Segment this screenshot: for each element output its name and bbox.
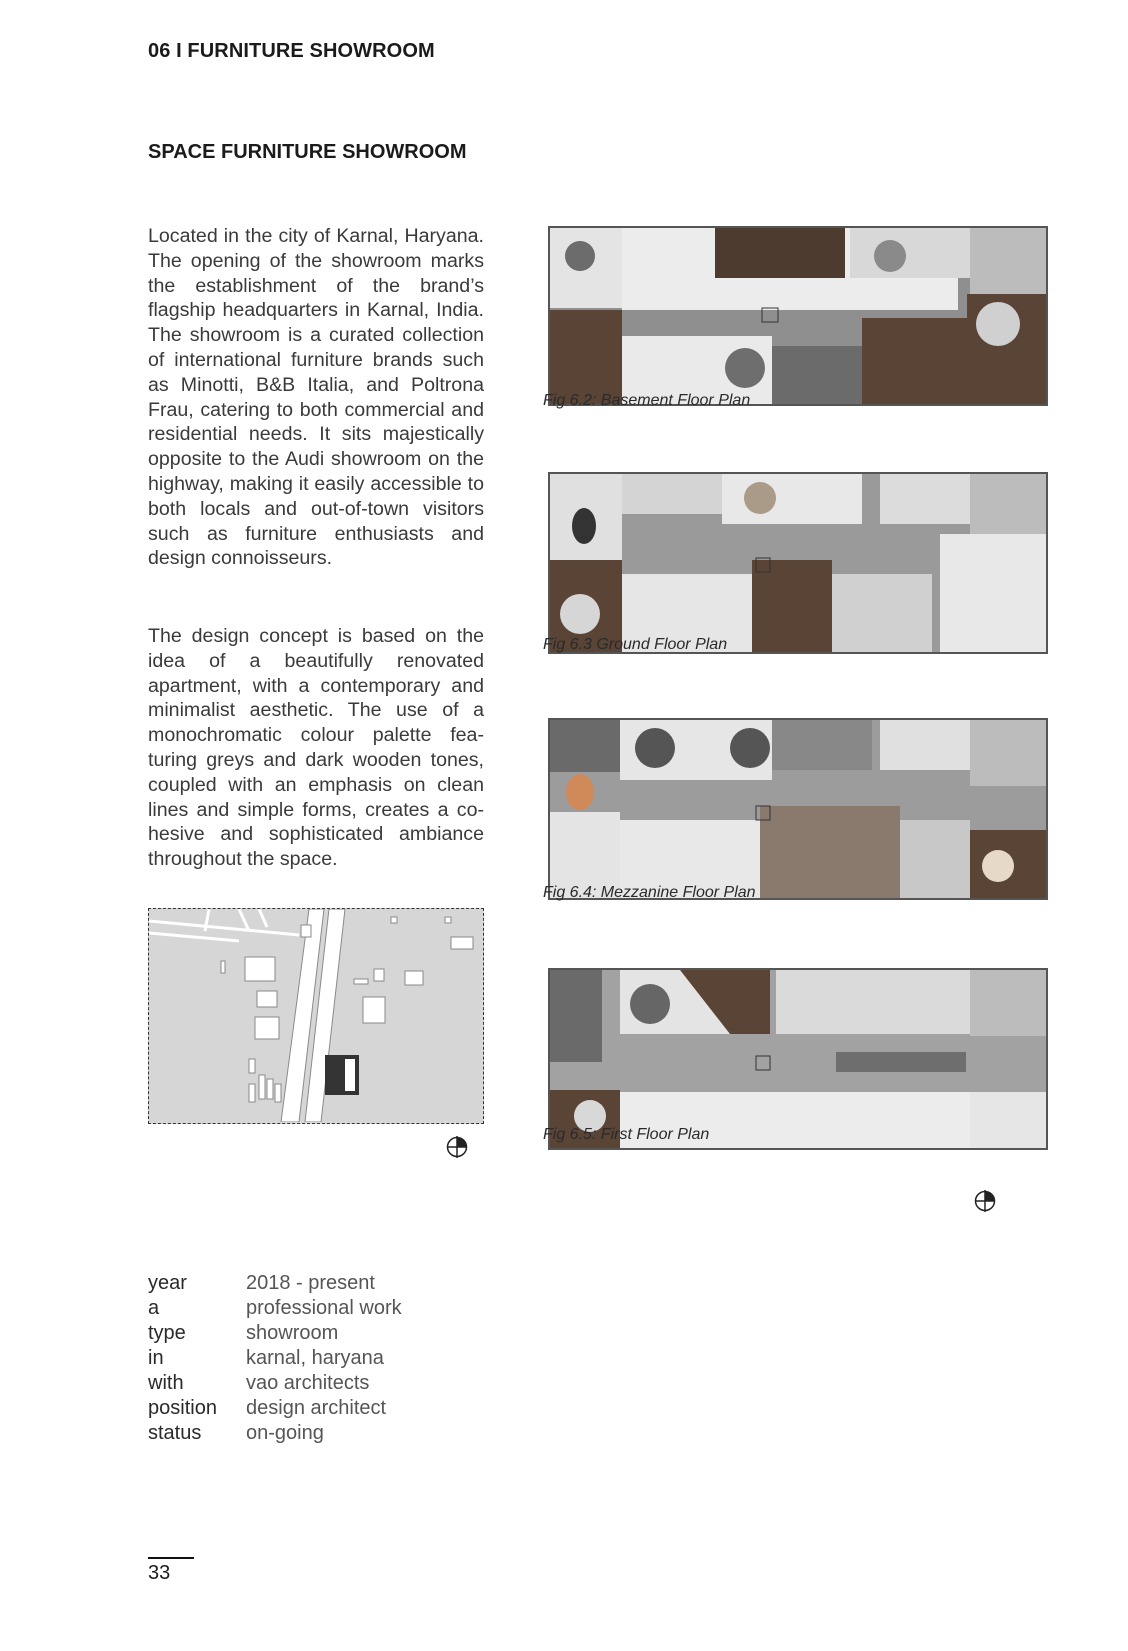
north-compass-icon	[446, 1136, 468, 1158]
info-value: design architect	[246, 1397, 387, 1419]
info-value: vao architects	[246, 1372, 370, 1394]
info-label: status	[148, 1422, 202, 1444]
caption-basement: Fig 6.2: Basement Floor Plan	[543, 392, 751, 409]
first-floor-plan	[548, 968, 1048, 1150]
project-title: SPACE FURNITURE SHOWROOM	[148, 141, 467, 163]
basement-floor-plan	[548, 226, 1048, 406]
info-row-status	[148, 1422, 324, 1445]
description-paragraph-1: Located in the city of Karnal, Haryana. The opening of the showroom marks the establishment of the brand’s flagship headquarters in Karnal, India. The showroom is a curated collection of international furniture brands such as Minotti, B&B Italia, and Poltrona Frau, catering to both commercial and residential needs. It sits majestically opposite to the Audi showroom on the highway, making it easily accessible to both locals and out-of-town visitors such as furniture enthusiasts and design connoisseurs.	[148, 225, 484, 570]
info-label: in	[148, 1347, 164, 1369]
page-number: 33	[148, 1562, 171, 1584]
info-value: karnal, haryana	[246, 1347, 384, 1369]
site-map	[148, 908, 484, 1124]
caption-ground: Fig 6.3 Ground Floor Plan	[543, 636, 728, 653]
info-row-a	[148, 1297, 402, 1320]
info-label: year	[148, 1272, 187, 1294]
info-value: 2018 - present	[246, 1272, 375, 1294]
info-row-with	[148, 1372, 369, 1395]
info-label: type	[148, 1322, 186, 1344]
info-row-type	[148, 1322, 338, 1345]
section-title: 06 I FURNITURE SHOWROOM	[148, 40, 435, 62]
info-label: position	[148, 1397, 217, 1419]
mezzanine-floor-plan	[548, 718, 1048, 900]
north-compass-icon	[974, 1190, 996, 1212]
info-row-in	[148, 1347, 384, 1370]
description-paragraph-2: The design concept is based on the idea of a beautifully renovated apartment, with a contemporary and minimalist aesthetic. The use of a monochromatic colour palette featuring greys and dark wooden tones, coupled with an emphasis on clean lines and simple forms, creates a cohesive and sophisticated ambiance throughout the space.	[148, 625, 484, 871]
info-value: professional work	[246, 1297, 402, 1319]
info-value: on-going	[246, 1422, 324, 1444]
info-row-position	[148, 1397, 386, 1420]
site-map-drawing	[149, 909, 482, 1122]
info-row-year	[148, 1272, 375, 1295]
info-value: showroom	[246, 1322, 339, 1344]
page-number-rule	[148, 1557, 194, 1559]
caption-mezzanine: Fig 6.4: Mezzanine Floor Plan	[543, 884, 756, 901]
caption-first: Fig 6.5: First Floor Plan	[543, 1126, 710, 1143]
ground-floor-plan	[548, 472, 1048, 654]
info-label: with	[148, 1372, 184, 1394]
info-label: a	[148, 1297, 160, 1319]
